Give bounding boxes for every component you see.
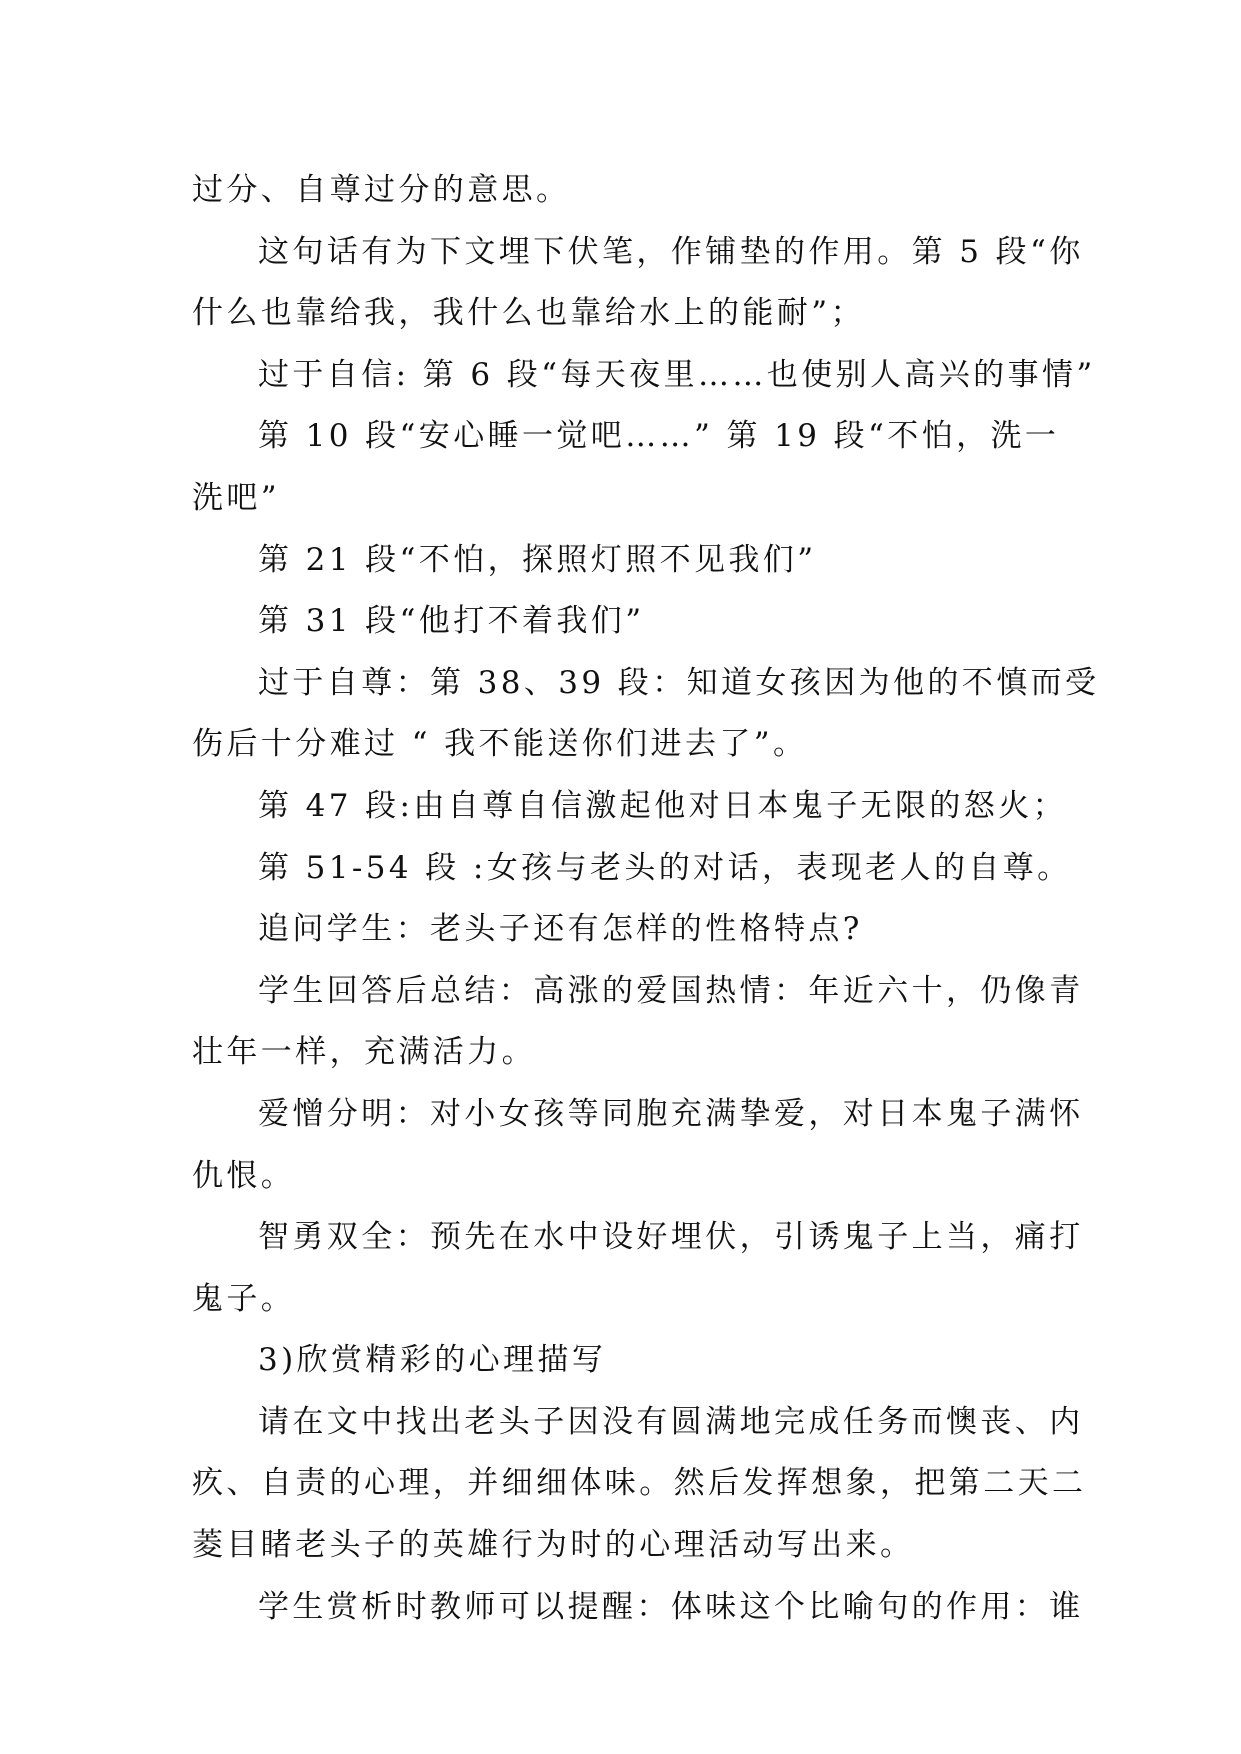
- text-line: 学生赏析时教师可以提醒：体味这个比喻句的作用：谁: [258, 1588, 1084, 1625]
- section-heading: 3)欣赏精彩的心理描写: [258, 1342, 607, 1379]
- text-line: 仇恨。: [192, 1157, 296, 1194]
- text-line: 第 21 段“不怕，探照灯照不见我们”: [258, 541, 817, 578]
- text-line: 什么也靠给我，我什么也靠给水上的能耐”；: [192, 295, 865, 332]
- document-body: [192, 160, 1100, 1638]
- text-line: 壮年一样，充满活力。: [192, 1034, 536, 1071]
- text-line: 过分、自尊过分的意思。: [192, 172, 571, 208]
- text-line: 智勇双全：预先在水中设好埋伏，引诱鬼子上当，痛打: [258, 1219, 1084, 1256]
- text-line: 第 51-54 段 :女孩与老头的对话，表现老人的自尊。: [258, 849, 1072, 886]
- text-line: 第 31 段“他打不着我们”: [258, 603, 645, 640]
- text-line: 过于自信: 第 6 段“每天夜里……也使别人高兴的事情”: [258, 356, 1096, 393]
- text-line: 第 47 段:由自尊自信激起他对日本鬼子无限的怒火；: [258, 787, 1067, 824]
- text-line: 过于自尊：第 38、39 段：知道女孩因为他的不慎而受: [258, 664, 1100, 701]
- text-line: 爱憎分明：对小女孩等同胞充满挚爱，对日本鬼子满怀: [258, 1095, 1084, 1132]
- text-line: 学生回答后总结：高涨的爱国热情：年近六十，仍像青: [258, 972, 1084, 1009]
- text-line: 鬼子。: [192, 1280, 296, 1317]
- text-line: 菱目睹老头子的英雄行为时的心理活动写出来。: [192, 1527, 915, 1564]
- text-line: 请在文中找出老头子因没有圆满地完成任务而懊丧、内: [258, 1403, 1084, 1440]
- text-line: 洗吧”: [192, 479, 281, 516]
- text-line: 第 10 段“安心睡一觉吧……” 第 19 段“不怕，洗一: [258, 418, 1060, 455]
- text-line: 疚、自责的心理，并细细体味。然后发挥想象，把第二天二: [192, 1465, 1087, 1502]
- text-line: 这句话有为下文埋下伏笔，作铺垫的作用。第 5 段“你: [258, 233, 1084, 270]
- text-line: 伤后十分难过 “ 我不能送你们进去了”。: [192, 726, 808, 763]
- text-line: 追问学生：老头子还有怎样的性格特点?: [258, 911, 863, 948]
